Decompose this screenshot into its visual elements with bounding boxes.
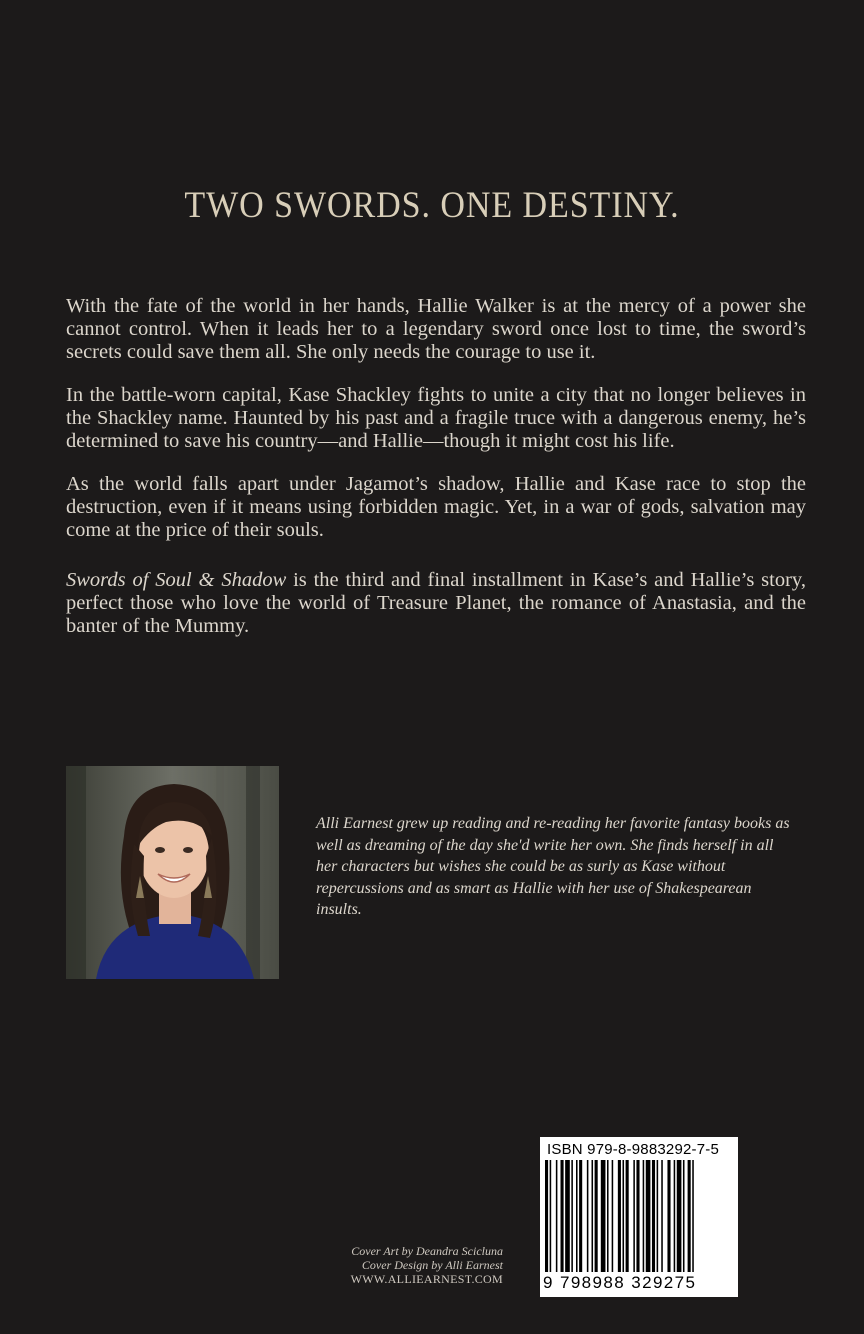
cover-credits (270, 1244, 503, 1286)
blurb-paragraph-1: With the fate of the world in her hands, Hallie Walker is at the mercy of a power she cannot control. When it leads her to a legendary sword once lost to time, the sword’s secrets could save them all. She only needs the courage to use it. (66, 295, 806, 363)
blurb-paragraph-4-text: is the third and final installment in Kase’s and Hallie’s story, perfect those who love the world of Treasure Planet, the romance of Anastasia, and the banter of the Mummy. (66, 569, 806, 637)
blurb-paragraph-3: As the world falls apart under Jagamot’s shadow, Hallie and Kase race to stop the destruction, even if it means using forbidden magic. Yet, in a war of gods, salvation may come at the price of their souls. (66, 473, 806, 541)
isbn-barcode (540, 1137, 738, 1297)
book-blurb (66, 295, 806, 658)
tagline: TWO SWORDS. ONE DESTINY. (184, 185, 680, 226)
blurb-paragraph-4 (66, 569, 806, 638)
book-title: Swords of Soul & Shadow (66, 569, 287, 591)
barcode-bars (545, 1160, 733, 1272)
author-bio: Alli Earnest grew up reading and re-reading her favorite fantasy books as well as dreaming of the day she'd write her own. She finds herself in all her characters but wishes she could be as surly as Kase without repercussions and as smart as Hallie with her use of Shakespearean insults. (316, 815, 790, 918)
isbn-label: ISBN 979-8-9883292-7-5 (547, 1141, 720, 1158)
cover-design-credit: Cover Design by Alli Earnest (361, 1258, 503, 1272)
author-photo (66, 766, 279, 979)
barcode-digits: 9 798988 329275 (543, 1273, 697, 1292)
author-website: WWW.ALLIEARNEST.COM (350, 1272, 503, 1286)
cover-art-credit: Cover Art by Deandra Scicluna (351, 1244, 503, 1258)
blurb-paragraph-2: In the battle-worn capital, Kase Shackley fights to unite a city that no longer believes in the Shackley name. Haunted by his past and a fragile truce with a dangerous enemy, he’s determined to save his country—and Hallie—though it might cost his life. (66, 384, 806, 452)
